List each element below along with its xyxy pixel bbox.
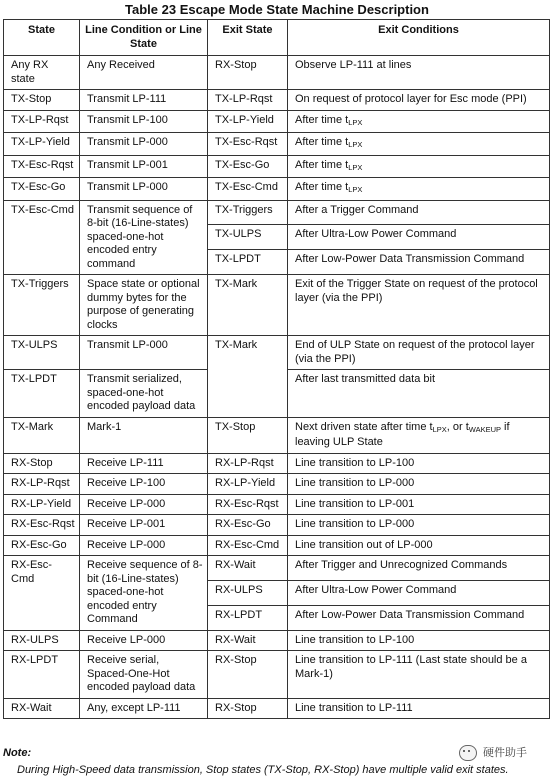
line-condition-cell: Receive LP-111: [80, 453, 208, 474]
line-condition-cell: Transmit serialized, spaced-one-hot encoded payload data: [80, 370, 208, 418]
subscript: LPX: [348, 140, 363, 149]
line-condition-cell: Mark-1: [80, 417, 208, 453]
exit-condition-cell: After Trigger and Unrecognized Commands: [288, 556, 550, 581]
escape-mode-table: [3, 19, 550, 719]
exit-condition-cell: On request of protocol layer for Esc mode (PPI): [288, 90, 550, 111]
table-row: [4, 453, 550, 474]
header-line-condition: Line Condition or Line State: [80, 20, 208, 56]
line-condition-cell: Receive serial, Spaced-One-Hot encoded payload data: [80, 651, 208, 699]
table-row: [4, 417, 550, 453]
line-condition-cell: Transmit LP-111: [80, 90, 208, 111]
exit-state-cell: RX-ULPS: [208, 580, 288, 605]
table-row: [4, 178, 550, 201]
exit-condition-cell: Next driven state after time $t_{LPX}$, or $t_{WAKEUP}$ if leaving ULP State: [288, 417, 550, 453]
state-cell: TX-Esc-Go: [4, 178, 80, 201]
table-row: [4, 494, 550, 515]
line-condition-cell: Receive LP-000: [80, 535, 208, 556]
watermark: [459, 744, 527, 762]
note-text: During High-Speed data transmission, Stop states (TX-Stop, RX-Stop) have multiple valid exit states.: [17, 764, 509, 776]
exit-condition-cell: After time $t_{LPX}$: [288, 178, 550, 201]
exit-condition-cell: Line transition out of LP-000: [288, 535, 550, 556]
line-condition-cell: Transmit sequence of 8-bit (16-Line-states) spaced-one-hot encoded entry command: [80, 200, 208, 275]
exit-state-cell: RX-Wait: [208, 630, 288, 651]
exit-state-cell: RX-LP-Yield: [208, 474, 288, 495]
state-cell: RX-Esc-Cmd: [4, 556, 80, 631]
exit-state-cell: TX-ULPS: [208, 225, 288, 250]
exit-state-cell: RX-Esc-Go: [208, 515, 288, 536]
exit-state-cell: TX-LP-Rqst: [208, 90, 288, 111]
subscript: LPX: [348, 162, 363, 172]
table-row: [4, 110, 550, 133]
exit-state-cell: TX-Esc-Go: [208, 155, 288, 178]
table-row: [4, 474, 550, 495]
line-condition-cell: Transmit LP-000: [80, 133, 208, 156]
table-row: [4, 556, 550, 581]
exit-condition-cell: After Low-Power Data Transmission Command: [288, 250, 550, 275]
table-row: [4, 56, 550, 90]
state-cell: RX-LP-Rqst: [4, 474, 80, 495]
exit-state-cell: TX-Esc-Cmd: [208, 178, 288, 201]
wechat-icon: [459, 745, 477, 761]
table-row: [4, 275, 550, 336]
subscript: LPX: [348, 117, 363, 127]
table-row: [4, 515, 550, 536]
subscript: WAKEUP: [468, 424, 501, 434]
state-cell: TX-Esc-Rqst: [4, 155, 80, 178]
state-cell: Any RX state: [4, 56, 80, 90]
state-cell: TX-Triggers: [4, 275, 80, 336]
state-cell: RX-Esc-Rqst: [4, 515, 80, 536]
table-body: [4, 56, 550, 719]
state-cell: RX-Wait: [4, 698, 80, 719]
state-cell: RX-Esc-Go: [4, 535, 80, 556]
state-cell: TX-LPDT: [4, 370, 80, 418]
exit-condition-cell: After last transmitted data bit: [288, 370, 550, 418]
table-row: [4, 90, 550, 111]
exit-condition-cell: Line transition to LP-111 (Last state should be a Mark-1): [288, 651, 550, 699]
exit-condition-cell: Line transition to LP-100: [288, 453, 550, 474]
header-exit-state: Exit State: [208, 20, 288, 56]
line-condition-cell: Receive LP-100: [80, 474, 208, 495]
state-cell: TX-LP-Rqst: [4, 110, 80, 133]
exit-condition-cell: After a Trigger Command: [288, 200, 550, 225]
exit-state-cell: TX-Esc-Rqst: [208, 133, 288, 156]
state-cell: TX-Stop: [4, 90, 80, 111]
exit-state-cell: TX-Mark: [208, 275, 288, 336]
exit-state-cell: RX-Stop: [208, 651, 288, 699]
table-title: Table 23 Escape Mode State Machine Description: [125, 2, 429, 17]
exit-condition-cell: After time $t_{LPX}$: [288, 110, 550, 133]
exit-state-cell: RX-Wait: [208, 556, 288, 581]
exit-condition-cell: End of ULP State on request of the protocol layer (via the PPI): [288, 336, 550, 370]
exit-condition-cell: Line transition to LP-000: [288, 474, 550, 495]
table-row: [4, 336, 550, 370]
table-row: [4, 535, 550, 556]
exit-condition-cell: Line transition to LP-111: [288, 698, 550, 719]
exit-condition-cell: After time $t_{LPX}$: [288, 155, 550, 178]
exit-condition-cell: After Low-Power Data Transmission Command: [288, 605, 550, 630]
exit-condition-cell: After Ultra-Low Power Command: [288, 225, 550, 250]
line-condition-cell: Transmit LP-000: [80, 178, 208, 201]
state-cell: RX-ULPS: [4, 630, 80, 651]
watermark-text: 硬件助手: [483, 747, 527, 759]
line-condition-cell: Any, except LP-111: [80, 698, 208, 719]
line-condition-cell: Receive LP-001: [80, 515, 208, 536]
exit-condition-cell: After Ultra-Low Power Command: [288, 580, 550, 605]
exit-state-cell: RX-Esc-Rqst: [208, 494, 288, 515]
line-condition-cell: Receive LP-000: [80, 494, 208, 515]
exit-condition-cell: Line transition to LP-000: [288, 515, 550, 536]
exit-state-cell: RX-LPDT: [208, 605, 288, 630]
line-condition-cell: Any Received: [80, 56, 208, 90]
state-cell: RX-LP-Yield: [4, 494, 80, 515]
state-cell: RX-LPDT: [4, 651, 80, 699]
exit-state-cell: TX-Triggers: [208, 200, 288, 225]
line-condition-cell: Space state or optional dummy bytes for the purpose of generating clocks: [80, 275, 208, 336]
line-condition-cell: Receive sequence of 8-bit (16-Line-states) spaced-one-hot encoded entry Command: [80, 556, 208, 631]
state-cell: TX-LP-Yield: [4, 133, 80, 156]
exit-state-cell: RX-Esc-Cmd: [208, 535, 288, 556]
table-row: [4, 630, 550, 651]
state-cell: TX-Mark: [4, 417, 80, 453]
exit-state-cell: TX-Stop: [208, 417, 288, 453]
table-row: [4, 155, 550, 178]
subscript: LPX: [348, 185, 363, 194]
header-row: [4, 20, 550, 56]
exit-condition-cell: Exit of the Trigger State on request of the protocol layer (via the PPI): [288, 275, 550, 336]
exit-state-cell: TX-LPDT: [208, 250, 288, 275]
exit-condition-cell: Line transition to LP-100: [288, 630, 550, 651]
table-row: [4, 200, 550, 225]
table-row: [4, 651, 550, 699]
header-state: State: [4, 20, 80, 56]
note-label: Note:: [3, 747, 32, 759]
exit-condition-cell: Observe LP-111 at lines: [288, 56, 550, 90]
subscript: LPX: [432, 424, 447, 434]
line-condition-cell: Transmit LP-000: [80, 336, 208, 370]
exit-condition-cell: Line transition to LP-001: [288, 494, 550, 515]
state-cell: RX-Stop: [4, 453, 80, 474]
line-condition-cell: Transmit LP-100: [80, 110, 208, 133]
exit-condition-cell: After time $t_{LPX}$: [288, 133, 550, 156]
exit-state-cell: RX-Stop: [208, 56, 288, 90]
exit-state-cell: TX-LP-Yield: [208, 110, 288, 133]
exit-state-cell: TX-Mark: [208, 336, 288, 418]
state-cell: TX-ULPS: [4, 336, 80, 370]
table-row: [4, 133, 550, 156]
exit-state-cell: RX-Stop: [208, 698, 288, 719]
state-cell: TX-Esc-Cmd: [4, 200, 80, 275]
header-exit-conditions: Exit Conditions: [288, 20, 550, 56]
line-condition-cell: Receive LP-000: [80, 630, 208, 651]
line-condition-cell: Transmit LP-001: [80, 155, 208, 178]
exit-state-cell: RX-LP-Rqst: [208, 453, 288, 474]
table-row: [4, 698, 550, 719]
